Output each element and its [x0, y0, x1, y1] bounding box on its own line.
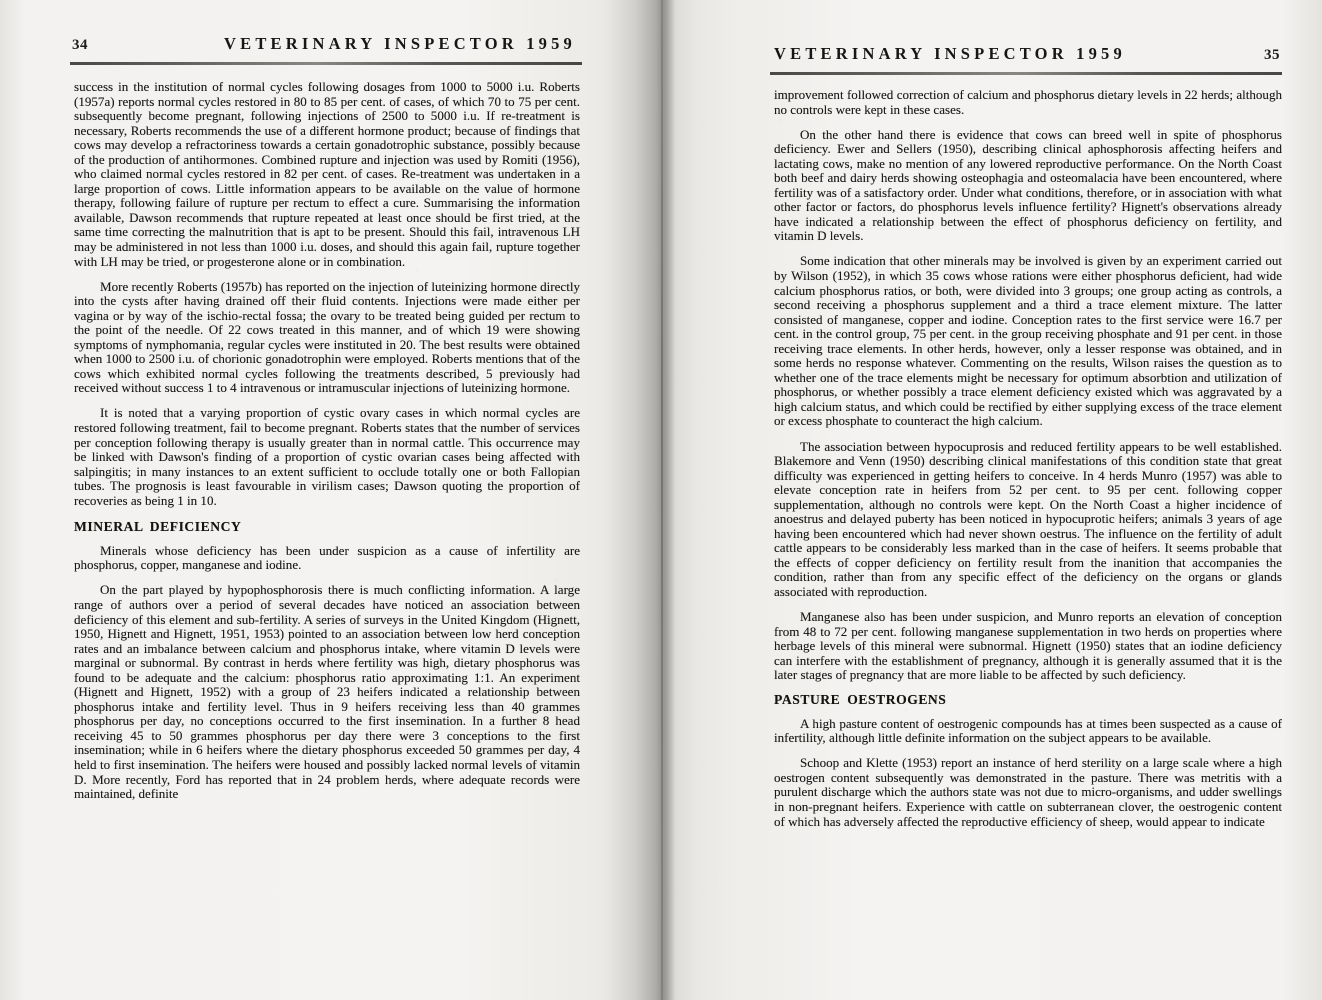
paragraph: A high pasture content of oestrogenic compounds has at times been suspected as a cause of infertility, although little definite information on the subject appears to be available. [774, 715, 1282, 746]
right-page [662, 0, 1322, 1000]
paragraph: Minerals whose deficiency has been under suspicion as a cause of infertility are phosphorus, copper, manganese and iodine. [74, 542, 580, 573]
paragraph: improvement followed correction of calcium and phosphorus dietary levels in 22 herds; although no controls were kept in these cases. [774, 87, 1282, 117]
paragraph: More recently Roberts (1957b) has reported on the injection of luteinizing hormone directly into the cysts after having drained off their fluid contents. Injections were made either per vagina or by way of the ischio-rectal fossa; the ovary to be treated being guided per rectum to the point of the needle. Of 22 cows treated in this manner, and of which 19 were showing symptoms of nymphomania, regular cycles were instituted in 20. The best results were obtained when 1000 to 2500 i.u. of chorionic gonadotrophin were employed. Roberts mentions that of the cows which exhibited normal cycles following the treatments described, 5 previously had received without success 1 to 4 intravenous or intramuscular injections of luteinizing hormone. [74, 278, 580, 396]
right-text-column [774, 88, 1282, 840]
paragraph: On the other hand there is evidence that cows can breed well in spite of phosphorus deficiency. Ewer and Sellers (1950), describing clinical aphosphorosis affecting heifers and lactating cows, make no mention of any lowered reproductive performance. On the North Coast both beef and dairy herds showing osteophagia and osteomalacia have been encountered, where fertility was of a satisfactory order. Under what conditions, therefore, or in association with what other factor or factors, do phosphorus levels influence fertility? Hignett's observations already have indicated a relationship between the effect of phosphorus deficiency on fertility, and vitamin D levels. [774, 126, 1282, 244]
left-running-title: VETERINARY INSPECTOR 1959 [224, 34, 576, 53]
left-running-head [72, 34, 580, 54]
left-header-rule [70, 62, 582, 65]
left-text-column [74, 80, 580, 812]
right-page-number: 35 [1264, 47, 1280, 63]
paragraph: The association between hypocuprosis and reduced fertility appears to be well established. Blakemore and Venn (1950) describing clinical manifestations of this condition state that great difficulty was experienced in getting heifers to conceive. In 4 herds Munro (1957) was able to elevate conception rate in heifers from 52 per cent. to 95 per cent. following copper supplementation, although no controls were kept. On the North Coast a higher incidence of anoestrus and delayed puberty has been noticed in hypocuprotic heifers; animals 3 years of age having been encountered which had never shown oestrus. The influence on the fertility of adult cattle appears to be considerably less marked than in the case of heifers. It seems probable that the effects of copper deficiency on fertility result from the inanition that accompanies the condition, rather than from any specific effect of the deficiency on the organs or glands associated with reproduction. [774, 438, 1282, 599]
section-heading-mineral-deficiency: MINERAL DEFICIENCY [74, 518, 242, 534]
paragraph: Schoop and Klette (1953) report an instance of herd sterility on a large scale where a high oestrogen content subsequently was demonstrated in the pasture. There was metritis with a purulent discharge which the authors state was not due to micro-organisms, and udder swellings in non-pregnant heifers. Experience with cattle on subterranean clover, the oestrogenic content of which has adversely affected the reproductive efficiency of sheep, would appear to indicate [774, 755, 1282, 829]
right-running-head [772, 44, 1280, 64]
left-page-number: 34 [72, 37, 88, 53]
paragraph: Manganese also has been under suspicion, and Munro reports an elevation of conception from 48 to 72 per cent. following manganese supplementation in two herds on properties where herbage levels of this mineral were subnormal. Hignett (1950) states that an iodine deficiency can interfere with the establishment of pregnancy, although it is generally assumed that it is the later stages of pregnancy that are more liable to be affected by such deficiency. [774, 609, 1282, 683]
paragraph: It is noted that a varying proportion of cystic ovary cases in which normal cycles are restored following treatment, fail to become pregnant. Roberts states that the number of services per conception following therapy is usually greater than in normal cattle. This occurrence may be linked with Dawson's finding of a proportion of cystic ovarian cases being affected with salpingitis; in many instances to an extent sufficient to occlude totally one or both Fallopian tubes. The prognosis is least favourable in virilism cases; Dawson quoting the proportion of recoveries as being 1 in 10. [74, 405, 580, 508]
right-header-rule [770, 72, 1282, 75]
paragraph: On the part played by hypophosphorosis there is much conflicting information. A large range of authors over a period of several decades have noticed an association between deficiency of this element and sub-fertility. A series of surveys in the United Kingdom (Hignett, 1950, Hignett and Hignett, 1951, 1953) pointed to an association between low herd conception rates and an imbalance between calcium and phosphorus intake, where vitamin D levels were marginal or subnormal. By contrast in herds where fertility was high, dietary phosphorus was found to be adequate and the calcium: phosphorus ratio approximating 1:1. An experiment (Hignett and Hignett, 1952) with a group of 23 heifers indicated a relationship between phosphorus intake and fertility level. Thus in 9 heifers receiving less than 40 grammes phosphorus per day, no conceptions occurred to the first insemination. In a further 8 head receiving 45 to 50 grammes phosphorus per day there were 3 conceptions to the first insemination; while in 6 heifers where the dietary phosphorus exceeded 50 grammes per day, 4 held to first insemination. The heifers were housed and possibly lacked normal levels of vitamin D. More recently, Ford has reported that in 24 problem herds, where adequate records were maintained, definite [74, 582, 580, 802]
paragraph: Some indication that other minerals may be involved is given by an experiment carried out by Wilson (1952), in which 35 cows whose rations were either phosphorus deficient, had wide calcium phosphorus ratios, or both, were divided into 3 groups; one group acting as controls, a second receiving a phosphorus supplement and a third a trace element mixture. The latter consisted of manganese, copper and iodine. Conception rates to the first service were 16.7 per cent. in the control group, 75 per cent. in the group receiving phosphate and 91 per cent. in those receiving trace elements. In other herds, however, only a lesser response was obtained, and in some herds no response whatever. Commenting on the results, Wilson raises the question as to whether one of the trace elements might be necessary for optimum absorbtion and utilization of phosphorus, or whether possibly a trace element deficiency existed which was aggravated by a high calcium status, and which could be rectified by either supplying excess of the trace element or excess phosphate to counteract the high calcium. [774, 253, 1282, 429]
section-heading-pasture-oestrogens: PASTURE OESTROGENS [774, 691, 947, 707]
right-running-title: VETERINARY INSPECTOR 1959 [774, 44, 1126, 63]
paragraph: success in the institution of normal cycles following dosages from 1000 to 5000 i.u. Roberts (1957a) reports normal cycles restored in 80 to 85 per cent. of cases, of which 70 to 75 per cent. subsequently become pregnant, following injections of 2500 to 5000 i.u. If re-treatment is necessary, Roberts recommends the use of a different hormone product; because of findings that cows may develop a refractoriness towards a certain gonadotrophic substance, possibly because of the production of antihormones. Combined rupture and injection was used by Romiti (1956), who claimed normal cycles restored in 82 per cent. of cases. Re-treatment was undertaken in a large proportion of cows. Little information appears to be available on the value of hormone therapy, following failure of rupture per rectum to effect a cure. Summarising the information available, Dawson recommends that rupture repeated at least once should be first tried, at the same time correcting the malnutrition that is apt to be present. Should this fail, intravenous LH may be administered in not less than 1000 i.u. doses, and should this again fail, rupture together with LH may be tried, or progesterone alone or in combination. [74, 79, 580, 269]
